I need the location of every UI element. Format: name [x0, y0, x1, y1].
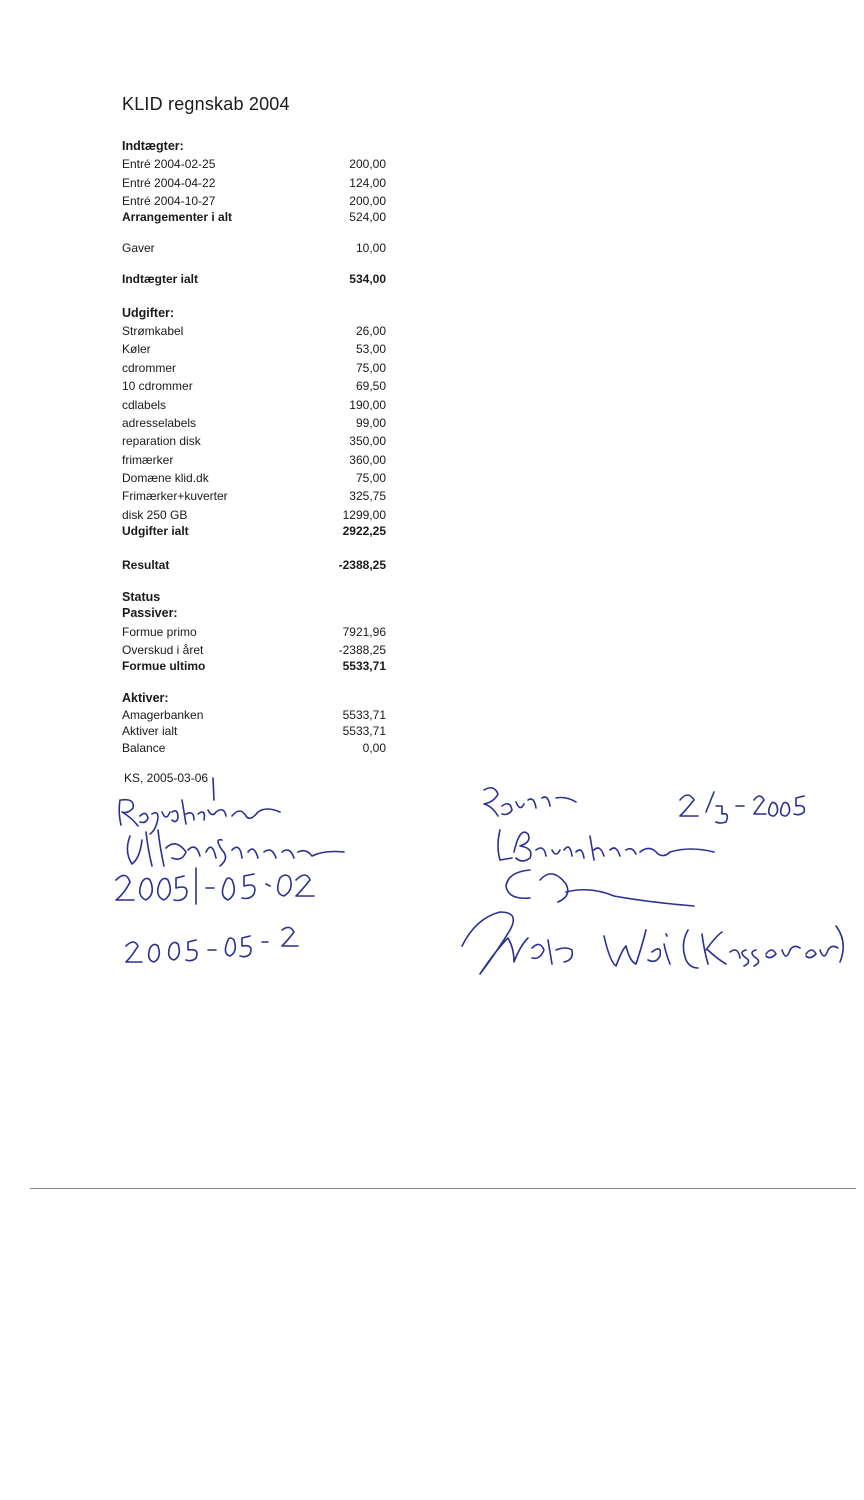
- expenses-header: Udgifter:: [122, 306, 175, 320]
- gifts-row: Gaver 10,00: [122, 241, 386, 255]
- income-header: Indtægter:: [122, 139, 184, 153]
- ledger-row: cdlabels 190,00: [122, 398, 386, 412]
- page-bottom-rule: [30, 1188, 856, 1189]
- ledger-row: Entré 2004-10-27 200,00: [122, 194, 386, 208]
- ledger-row: Strømkabel 26,00: [122, 324, 386, 338]
- arrangements-total-row: Arrangementer i alt 524,00: [122, 210, 386, 224]
- signed-note: KS, 2005-03-06: [124, 771, 209, 785]
- ledger-row: Overskud i året -2388,25: [122, 643, 386, 657]
- status-header: Status: [122, 590, 161, 604]
- ledger-row: cdrommer 75,00: [122, 361, 386, 375]
- ledger-row: adresselabels 99,00: [122, 416, 386, 430]
- ledger-row: Køler 53,00: [122, 342, 386, 356]
- page-title: KLID regnskab 2004: [122, 94, 290, 114]
- ledger-row: Balance 0,00: [122, 741, 386, 755]
- income-total-row: Indtægter ialt 534,00: [122, 272, 386, 286]
- ledger-row: disk 250 GB 1299,00: [122, 508, 386, 522]
- result-row: Resultat -2388,25: [122, 558, 386, 572]
- ledger-row: 10 cdrommer 69,50: [122, 379, 386, 393]
- ledger-row: Frimærker+kuverter 325,75: [122, 489, 386, 503]
- liabilities-header: Passiver:: [122, 606, 178, 620]
- ledger-row: Formue primo 7921,96: [122, 625, 386, 639]
- ledger-row: Entré 2004-04-22 124,00: [122, 176, 386, 190]
- ledger-row: Entré 2004-02-25 200,00: [122, 157, 386, 171]
- ledger-row: Aktiver ialt 5533,71: [122, 724, 386, 738]
- assets-header: Aktiver:: [122, 691, 169, 705]
- wealth-end-row: Formue ultimo 5533,71: [122, 659, 386, 673]
- ledger-row: Domæne klid.dk 75,00: [122, 471, 386, 485]
- expenses-total-row: Udgifter ialt 2922,25: [122, 524, 386, 538]
- ledger-row: frimærker 360,00: [122, 453, 386, 467]
- ledger-row: reparation disk 350,00: [122, 434, 386, 448]
- ledger-row: Amagerbanken 5533,71: [122, 708, 386, 722]
